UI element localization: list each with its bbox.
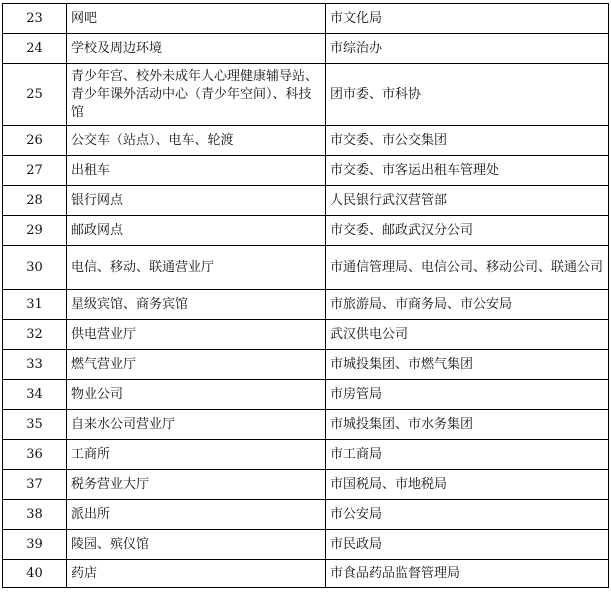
responsibility-table (2, 3, 609, 588)
table-row (3, 290, 609, 320)
department-cell: 市公安局 (326, 500, 609, 530)
row-number: 33 (3, 350, 67, 380)
place-cell: 公交车（站点）、电车、轮渡 (67, 126, 326, 156)
department-cell: 市综治办 (326, 34, 609, 64)
row-number: 30 (3, 246, 67, 290)
row-number: 37 (3, 470, 67, 500)
row-number: 27 (3, 156, 67, 186)
department-cell: 市城投集团、市燃气集团 (326, 350, 609, 380)
row-number: 31 (3, 290, 67, 320)
place-cell: 工商所 (67, 440, 326, 470)
row-number: 25 (3, 64, 67, 126)
department-cell: 市城投集团、市水务集团 (326, 410, 609, 440)
table-row (3, 216, 609, 246)
place-cell: 出租车 (67, 156, 326, 186)
place-cell: 物业公司 (67, 380, 326, 410)
table-row (3, 500, 609, 530)
row-number: 39 (3, 530, 67, 560)
table-row (3, 126, 609, 156)
place-cell: 供电营业厅 (67, 320, 326, 350)
department-cell: 市交委、市公交集团 (326, 126, 609, 156)
table-row (3, 64, 609, 126)
department-cell: 市房管局 (326, 380, 609, 410)
place-cell: 青少年宫、校外未成年人心理健康辅导站、青少年课外活动中心（青少年空间）、科技馆 (67, 64, 326, 126)
department-cell: 市文化局 (326, 4, 609, 34)
table-row (3, 530, 609, 560)
department-cell: 市民政局 (326, 530, 609, 560)
place-cell: 银行网点 (67, 186, 326, 216)
row-number: 34 (3, 380, 67, 410)
department-cell: 市工商局 (326, 440, 609, 470)
table-row (3, 440, 609, 470)
row-number: 29 (3, 216, 67, 246)
place-cell: 税务营业大厅 (67, 470, 326, 500)
table-row (3, 560, 609, 588)
row-number: 23 (3, 4, 67, 34)
department-cell: 市旅游局、市商务局、市公安局 (326, 290, 609, 320)
place-cell: 学校及周边环境 (67, 34, 326, 64)
table-row (3, 186, 609, 216)
table-row (3, 4, 609, 34)
place-cell: 电信、移动、联通营业厅 (67, 246, 326, 290)
row-number: 38 (3, 500, 67, 530)
table-row (3, 350, 609, 380)
place-cell: 燃气营业厅 (67, 350, 326, 380)
place-cell: 邮政网点 (67, 216, 326, 246)
department-cell: 市国税局、市地税局 (326, 470, 609, 500)
table-row (3, 380, 609, 410)
row-number: 28 (3, 186, 67, 216)
department-cell: 人民银行武汉营管部 (326, 186, 609, 216)
place-cell: 网吧 (67, 4, 326, 34)
department-cell: 武汉供电公司 (326, 320, 609, 350)
place-cell: 星级宾馆、商务宾馆 (67, 290, 326, 320)
table-row (3, 34, 609, 64)
department-cell: 市食品药品监督管理局 (326, 560, 609, 588)
place-cell: 药店 (67, 560, 326, 588)
row-number: 40 (3, 560, 67, 588)
place-cell: 陵园、殡仪馆 (67, 530, 326, 560)
place-cell: 自来水公司营业厅 (67, 410, 326, 440)
row-number: 32 (3, 320, 67, 350)
table-row (3, 246, 609, 290)
row-number: 36 (3, 440, 67, 470)
department-cell: 市通信管理局、电信公司、移动公司、联通公司 (326, 246, 609, 290)
table-row (3, 410, 609, 440)
department-cell: 市交委、市客运出租车管理处 (326, 156, 609, 186)
table-row (3, 470, 609, 500)
row-number: 35 (3, 410, 67, 440)
department-cell: 团市委、市科协 (326, 64, 609, 126)
row-number: 26 (3, 126, 67, 156)
table-row (3, 156, 609, 186)
row-number: 24 (3, 34, 67, 64)
department-cell: 市交委、邮政武汉分公司 (326, 216, 609, 246)
place-cell: 派出所 (67, 500, 326, 530)
table-row (3, 320, 609, 350)
